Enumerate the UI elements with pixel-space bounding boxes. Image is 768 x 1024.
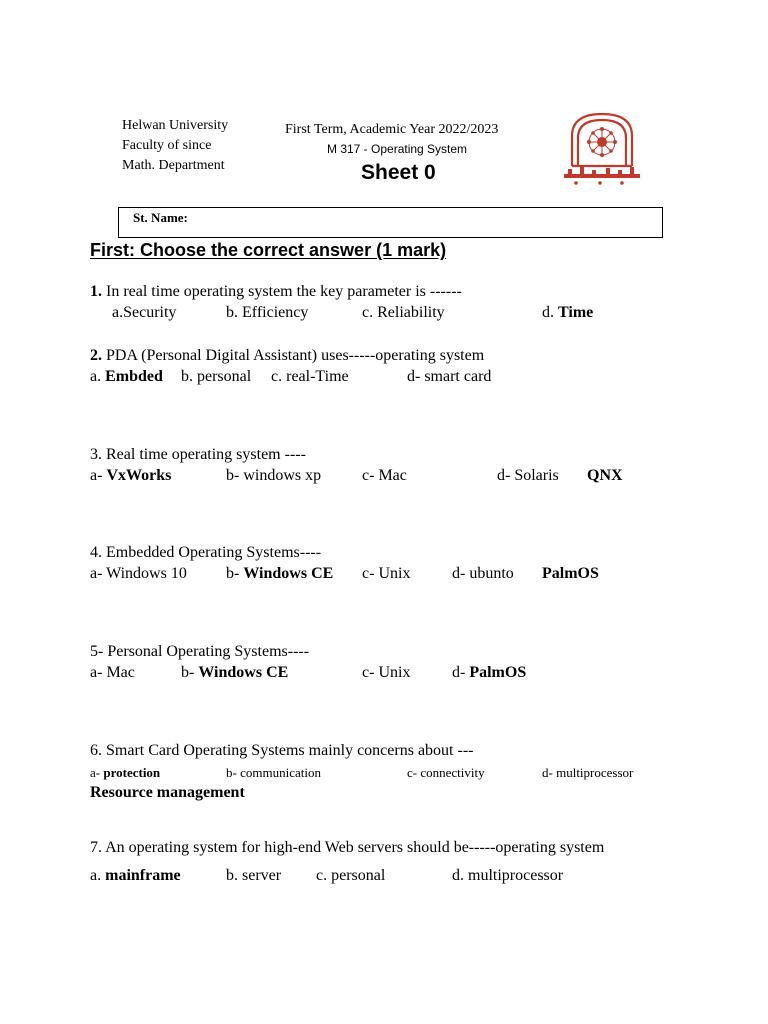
question-2-option-d bbox=[407, 368, 491, 386]
option-label: Windows 10 bbox=[106, 565, 187, 582]
question-number: 4. bbox=[90, 544, 102, 561]
question-number: 3. bbox=[90, 446, 102, 463]
sheet-title: Sheet 0 bbox=[361, 161, 436, 184]
option-label: windows xp bbox=[243, 467, 322, 484]
option-prefix: b- bbox=[226, 765, 241, 780]
option-label: Windows CE bbox=[243, 565, 334, 582]
option-prefix: c. bbox=[362, 304, 378, 321]
question-7-option-d bbox=[452, 867, 563, 885]
question-1 bbox=[90, 283, 462, 301]
option-label: Unix bbox=[378, 565, 411, 582]
header-term: First Term, Academic Year 2022/2023 bbox=[285, 122, 499, 137]
header-course: M 317 - Operating System bbox=[327, 142, 468, 156]
question-3-option-d bbox=[497, 467, 559, 485]
option-label: VxWorks bbox=[106, 467, 172, 484]
option-prefix: c. bbox=[316, 867, 332, 884]
question-text: Embedded Operating Systems---- bbox=[102, 544, 322, 561]
student-name-box[interactable] bbox=[118, 207, 663, 238]
option-label: personal bbox=[331, 867, 386, 884]
question-4-option-b bbox=[226, 565, 333, 583]
question-2 bbox=[90, 347, 484, 365]
option-label: multiprocessor bbox=[556, 765, 634, 780]
option-prefix: d. bbox=[542, 304, 558, 321]
question-7-option-c bbox=[316, 867, 385, 885]
option-label: mainframe bbox=[105, 867, 181, 884]
option-prefix: a- bbox=[90, 467, 107, 484]
question-text: Personal Operating Systems---- bbox=[103, 643, 310, 660]
header-faculty: Faculty of since bbox=[122, 138, 212, 153]
helwan-university-logo-icon bbox=[560, 108, 644, 188]
question-text: In real time operating system the key parameter is ------ bbox=[102, 283, 462, 300]
option-label: multiprocessor bbox=[468, 867, 564, 884]
option-prefix: d- bbox=[542, 765, 557, 780]
question-4-option-c bbox=[362, 565, 410, 583]
option-prefix: c- bbox=[362, 565, 379, 582]
option-label: Mac bbox=[106, 664, 135, 681]
question-5-option-a bbox=[90, 664, 135, 682]
option-prefix: a. bbox=[90, 867, 106, 884]
option-prefix: b- bbox=[226, 467, 244, 484]
question-text: Smart Card Operating Systems mainly concerns about --- bbox=[102, 742, 474, 759]
question-3-option-b bbox=[226, 467, 321, 485]
question-6-option-b bbox=[226, 765, 321, 781]
option-prefix: b. bbox=[181, 368, 197, 385]
question-1-option-c bbox=[362, 304, 445, 322]
option-prefix: c- bbox=[362, 664, 379, 681]
option-label: smart card bbox=[424, 368, 492, 385]
question-1-option-a bbox=[112, 304, 176, 322]
header-department: Math. Department bbox=[122, 158, 225, 173]
question-6-option-d bbox=[542, 765, 633, 781]
question-number: 5- bbox=[90, 643, 104, 660]
question-4-option-d bbox=[452, 565, 514, 583]
extra-answer-label: QNX bbox=[587, 467, 623, 484]
question-1-option-b bbox=[226, 304, 308, 322]
option-label: Time bbox=[558, 304, 594, 321]
option-prefix: d- bbox=[407, 368, 425, 385]
option-label: ubunto bbox=[469, 565, 514, 582]
option-prefix: b. bbox=[226, 867, 242, 884]
section-heading: First: Choose the correct answer (1 mark) bbox=[90, 240, 447, 260]
question-2-option-a bbox=[90, 368, 163, 386]
option-label: Security bbox=[123, 304, 177, 321]
question-5-option-c bbox=[362, 664, 410, 682]
option-label: real-Time bbox=[286, 368, 349, 385]
option-prefix: b- bbox=[226, 565, 244, 582]
student-name-label: St. Name: bbox=[133, 210, 188, 225]
option-label: Mac bbox=[378, 467, 407, 484]
option-label: communication bbox=[240, 765, 321, 780]
option-prefix: d- bbox=[452, 664, 470, 681]
question-number: 1. bbox=[90, 283, 102, 300]
question-2-option-c bbox=[271, 368, 349, 386]
question-6-option-a bbox=[90, 765, 160, 781]
header-university: Helwan University bbox=[122, 118, 229, 133]
option-prefix: d- bbox=[452, 565, 470, 582]
question-7 bbox=[90, 839, 604, 857]
option-prefix: a- bbox=[90, 664, 107, 681]
option-label: personal bbox=[197, 368, 252, 385]
question-5-option-b bbox=[181, 664, 288, 682]
option-label: Reliability bbox=[377, 304, 445, 321]
question-2-option-b bbox=[181, 368, 251, 386]
option-label: connectivity bbox=[420, 765, 485, 780]
question-text: PDA (Personal Digital Assistant) uses-----operating system bbox=[102, 347, 485, 364]
question-3-extra-answer bbox=[587, 467, 623, 485]
option-label: PalmOS bbox=[469, 664, 527, 681]
question-3-option-c bbox=[362, 467, 407, 485]
question-5-option-d bbox=[452, 664, 526, 682]
question-5 bbox=[90, 643, 309, 661]
question-6-option-c bbox=[407, 765, 485, 781]
question-6-extra-answer bbox=[90, 784, 245, 802]
question-4 bbox=[90, 544, 321, 562]
option-prefix: a- bbox=[90, 765, 104, 780]
option-label: server bbox=[242, 867, 282, 884]
question-7-option-b bbox=[226, 867, 281, 885]
extra-answer-label: Resource management bbox=[90, 784, 245, 801]
question-3 bbox=[90, 446, 306, 464]
option-prefix: a. bbox=[90, 368, 106, 385]
question-number: 7. bbox=[90, 839, 102, 856]
question-1-option-d bbox=[542, 304, 593, 322]
extra-answer-label: PalmOS bbox=[542, 565, 599, 582]
option-label: Windows CE bbox=[198, 664, 289, 681]
option-label: Efficiency bbox=[242, 304, 309, 321]
option-prefix: d. bbox=[452, 867, 468, 884]
option-prefix: a- bbox=[90, 565, 107, 582]
question-text: An operating system for high-end Web servers should be-----operating system bbox=[102, 839, 605, 856]
option-prefix: d- bbox=[497, 467, 515, 484]
option-label: protection bbox=[103, 765, 161, 780]
option-prefix: c- bbox=[362, 467, 379, 484]
option-prefix: b. bbox=[226, 304, 242, 321]
option-label: Unix bbox=[378, 664, 411, 681]
question-number: 2. bbox=[90, 347, 102, 364]
question-4-extra-answer bbox=[542, 565, 599, 583]
option-prefix: a. bbox=[112, 304, 124, 321]
question-text: Real time operating system ---- bbox=[102, 446, 306, 463]
question-7-option-a bbox=[90, 867, 181, 885]
option-prefix: c- bbox=[407, 765, 421, 780]
question-4-option-a bbox=[90, 565, 187, 583]
question-3-option-a bbox=[90, 467, 171, 485]
option-label: Embded bbox=[105, 368, 163, 385]
question-6 bbox=[90, 742, 473, 760]
option-prefix: c. bbox=[271, 368, 287, 385]
option-prefix: b- bbox=[181, 664, 199, 681]
question-number: 6. bbox=[90, 742, 102, 759]
option-label: Solaris bbox=[514, 467, 559, 484]
